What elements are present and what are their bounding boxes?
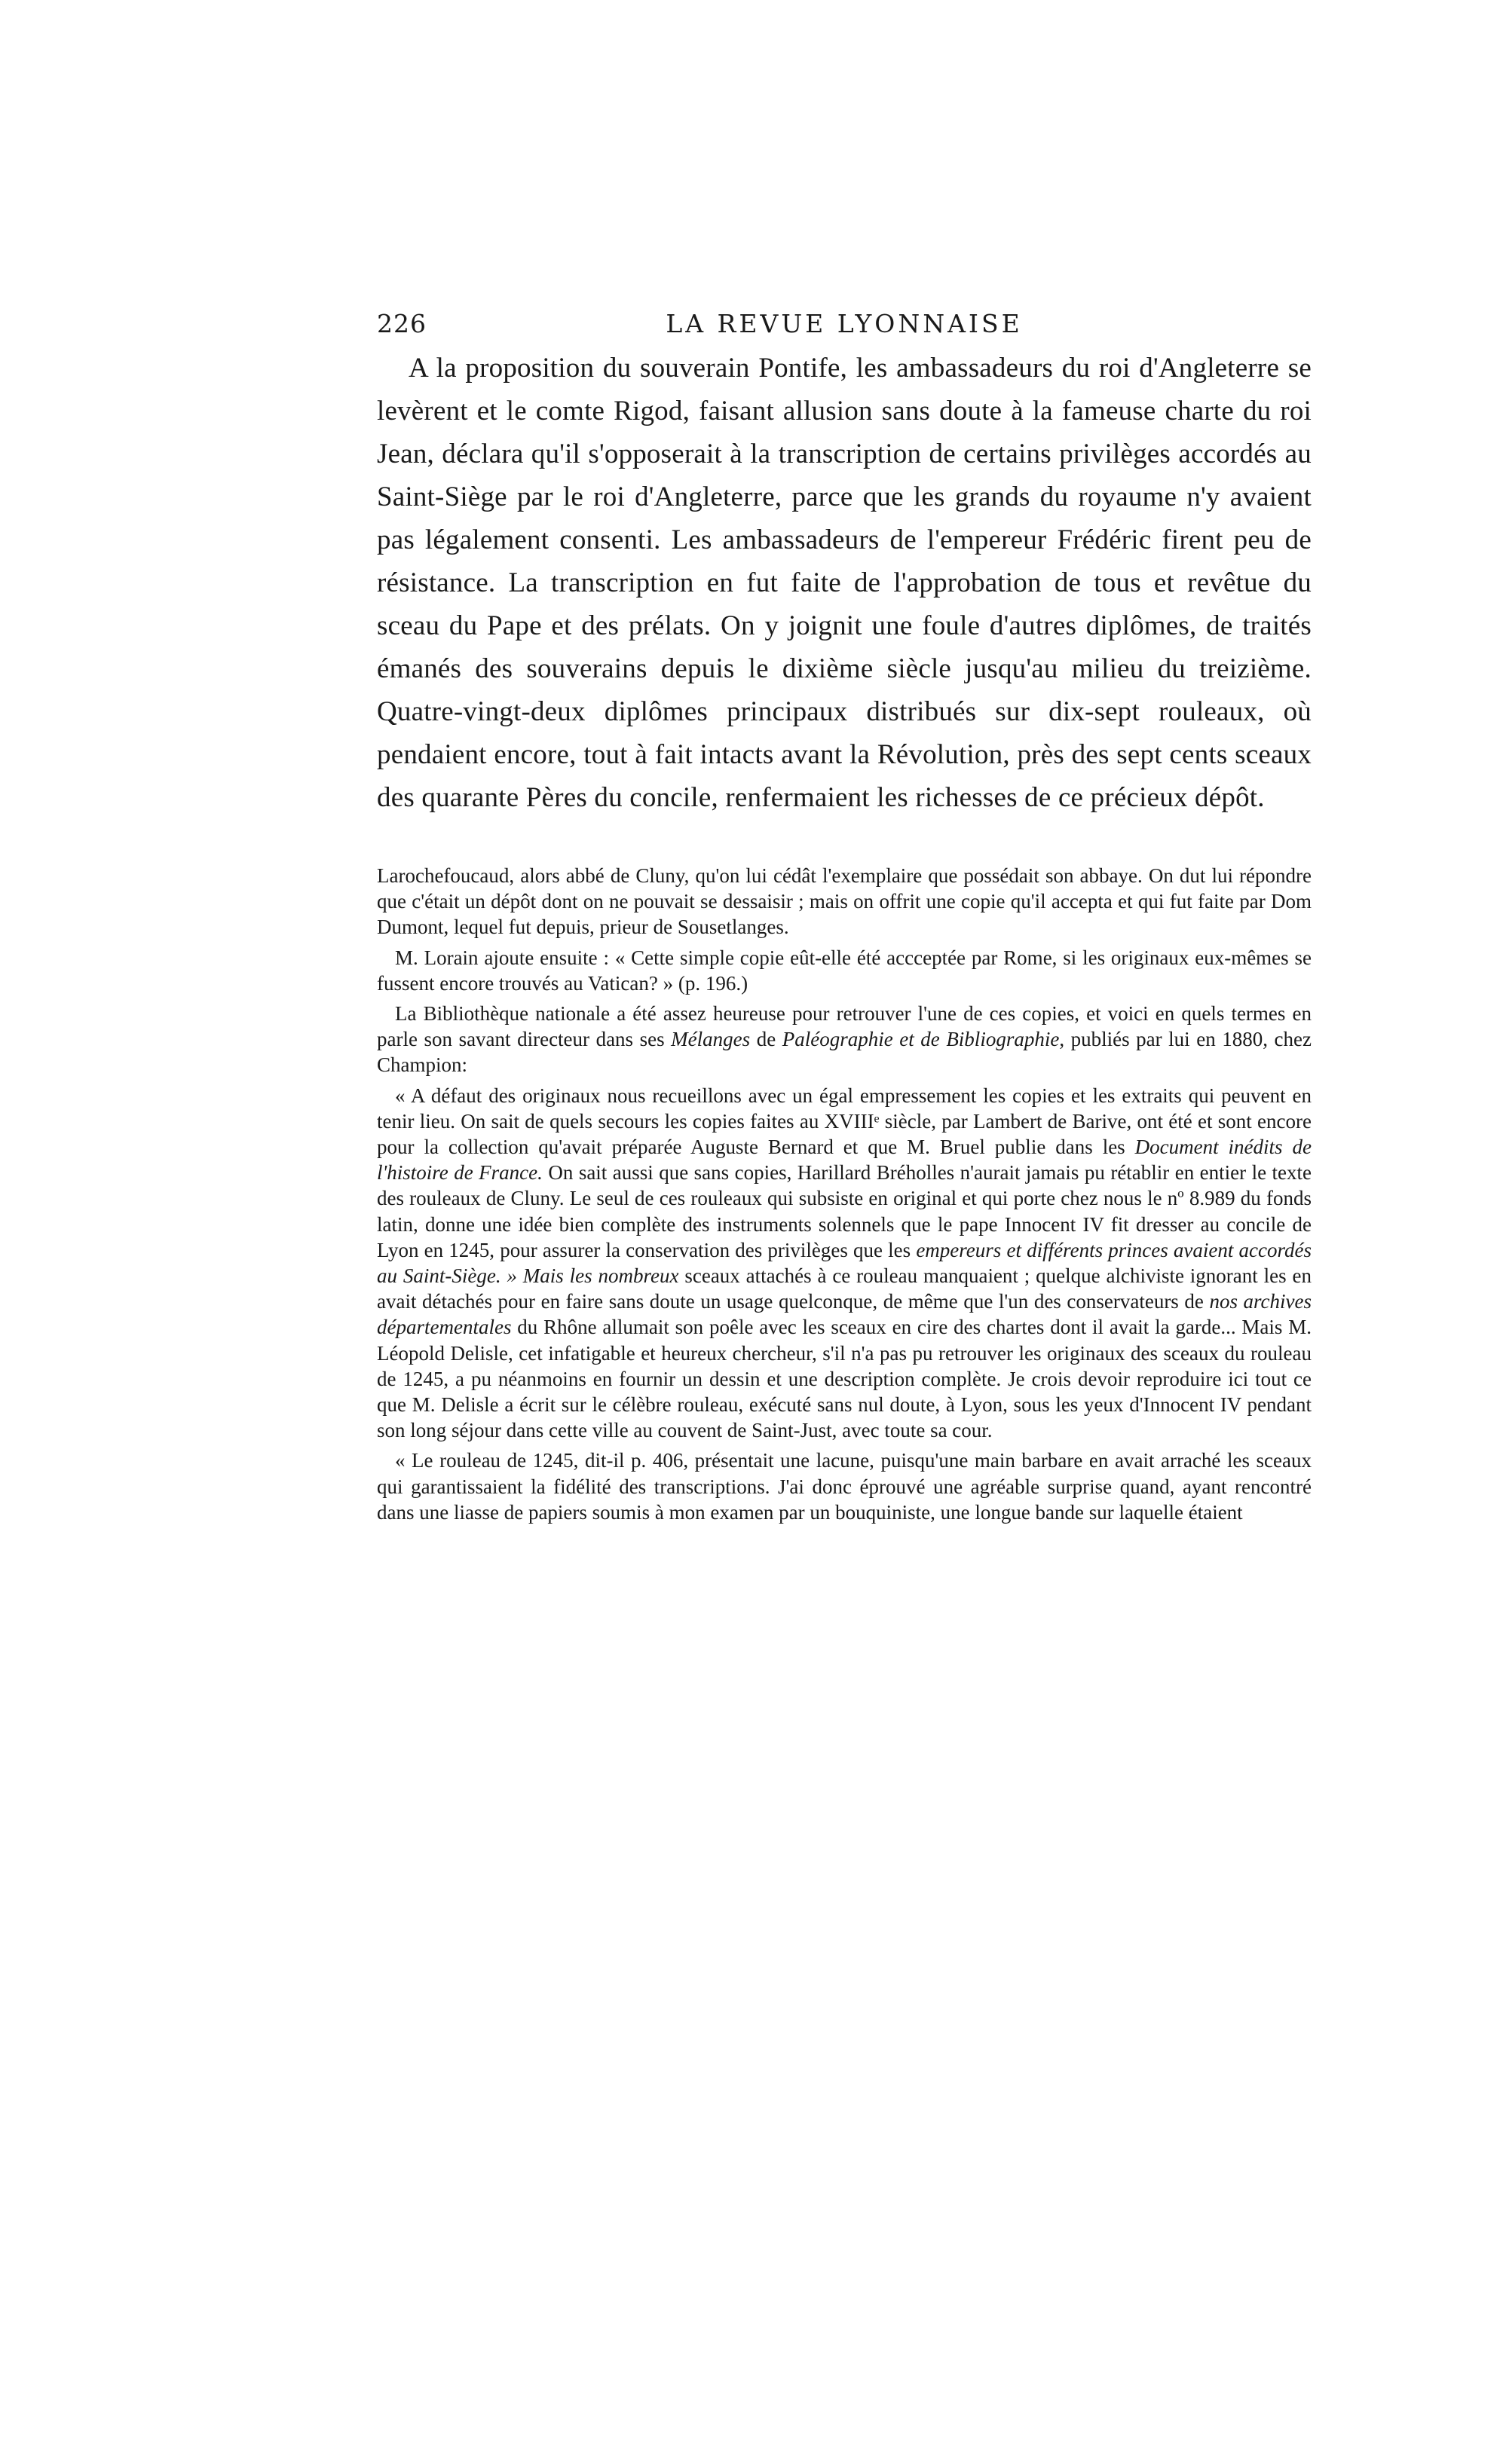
footnote-4-text-c: sceaux attachés à ce rouleau manquaient ; quelque alchiviste ignorant les en avait détachés pour en faire sans doute un usage quelconque, de même que l'un des conservateurs de xyxy=(377,1264,1312,1313)
footnote-4-title-documents: Document inédits de l'histoire de France. xyxy=(377,1136,1312,1185)
page-number: 226 xyxy=(377,309,427,338)
footnote-paragraph-3 xyxy=(377,1001,1312,1078)
footnote-3-text-a: La Bibliothèque nationale a été assez heureuse pour retrouver l'une de ces copies, et voici en quels termes en parle son savant directeur dans ses xyxy=(377,1002,1312,1051)
running-head xyxy=(377,309,1312,347)
journal-title: LA REVUE LYONNAISE xyxy=(666,309,1023,338)
footnote-3-text-c: , publiés par lui en 1880, chez Champion: xyxy=(377,1028,1312,1077)
footnote-4-text-d: du Rhône allumait son poêle avec les sceaux en cire des chartes dont il avait la garde... Mais M. Léopold Delisle, cet infatigable et heureux chercheur, s'il n'a pas pu retrouver les originaux des sceaux du rouleau de 1245, a pu néanmoins en fournir un dessin et une description complète. Je crois devoir reproduire ici tout ce que M. Delisle a écrit sur le célèbre rouleau, exécuté sans nul doute, à Lyon, sous les yeux d'Innocent IV pendant son long séjour dans cette ville au couvent de Saint-Just, avec toute sa cour. xyxy=(377,1316,1312,1442)
footnote-4-text-a: « A défaut des originaux nous recueillons avec un égal empressement les copies et les extraits qui peuvent en tenir lieu. On sait de quels secours les copies faites au XVIIIᵉ siècle, par Lambert de Barive, ont été et sont encore pour la collection qu'avait préparée Auguste Bernard et que M. Bruel publie dans les xyxy=(377,1084,1312,1159)
page xyxy=(377,309,1312,1530)
footnote-4-italic-archives: nos archives départementales xyxy=(377,1290,1312,1339)
footnote xyxy=(377,863,1312,1525)
footnote-paragraph-4 xyxy=(377,1083,1312,1444)
footnote-paragraph-5: « Le rouleau de 1245, dit-il p. 406, présentait une lacune, puisqu'une main barbare en avait arraché les sceaux qui garantissaient la fidélité des transcriptions. J'ai donc éprouvé une agréable surprise quand, ayant rencontré dans une liasse de papiers soumis à mon examen par un bouquiniste, une longue bande sur laquelle étaient xyxy=(377,1449,1312,1524)
footnote-3-title-paleographie: Paléographie et de Bibliographie xyxy=(782,1028,1060,1051)
footnote-4-text-b: On sait aussi que sans copies, Harillard Bréholles n'aurait jamais pu rétablir en entier le texte des rouleaux de Cluny. Le seul de ces rouleaux qui subsiste en original et qui porte chez nous le nº 8.989 du fonds latin, donne une idée bien complète des instruments solennels que le pape Innocent IV fit dresser au concile de Lyon en 1245, pour assurer la conservation des privilèges que les xyxy=(377,1161,1312,1261)
footnote-3-title-melanges: Mélanges xyxy=(671,1028,751,1051)
footnote-paragraph-1: Larochefoucaud, alors abbé de Cluny, qu'on lui cédât l'exemplaire que possédait son abbaye. On dut lui répondre que c'était un dépôt dont on ne pouvait se dessaisir ; mais on offrit une copie qu'il accepta et qui fut faite par Dom Dumont, lequel fut depuis, prieur de Sousetlanges. xyxy=(377,864,1312,939)
footnote-4-italic-quote: empereurs et différents princes avaient accordés au Saint-Siège. » Mais les nombreux xyxy=(377,1238,1312,1288)
footnote-3-text-b: de xyxy=(750,1028,782,1051)
body-paragraph: A la proposition du souverain Pontife, les ambassadeurs du roi d'Angleterre se levèrent et le comte Rigod, faisant allusion sans doute à la fameuse charte du roi Jean, déclara qu'il s'opposerait à la transcription de certains privilèges accordés au Saint-Siège par le roi d'Angleterre, parce que les grands du royaume n'y avaient pas légalement consenti. Les ambassadeurs de l'empereur Frédéric firent peu de résistance. La transcription en fut faite de l'approbation de tous et revêtue du sceau du Pape et des prélats. On y joignit une foule d'autres diplômes, de traités émanés des souverains depuis le dixième siècle jusqu'au milieu du treizième. Quatre-vingt-deux diplômes principaux distribués sur dix-sept rouleaux, où pendaient encore, tout à fait intacts avant la Révolution, près des sept cents sceaux des quarante Pères du concile, renfermaient les richesses de ce précieux dépôt. xyxy=(377,353,1312,813)
footnote-paragraph-2: M. Lorain ajoute ensuite : « Cette simple copie eût-elle été accceptée par Rome, si les originaux eux-mêmes se fussent encore trouvés au Vatican? » (p. 196.) xyxy=(377,946,1312,995)
